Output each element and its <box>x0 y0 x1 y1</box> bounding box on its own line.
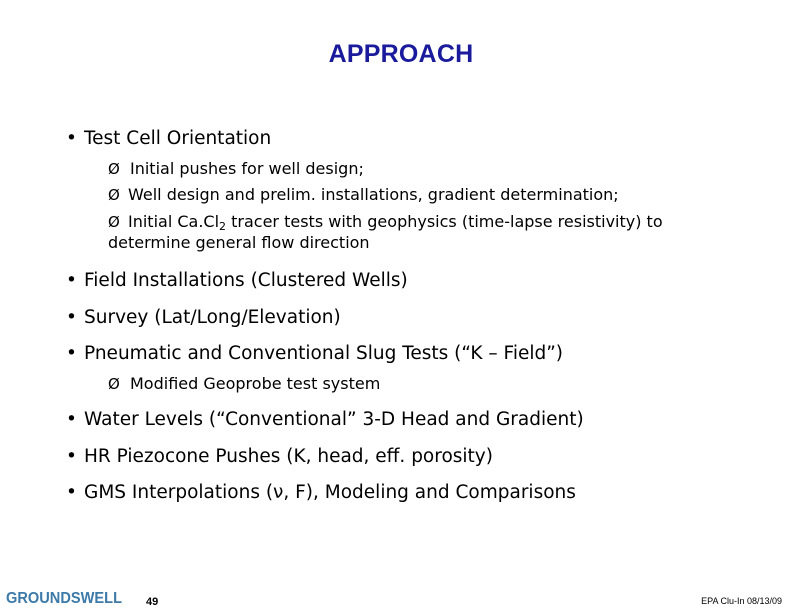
groundswell-logo <box>6 584 124 608</box>
bullet-item <box>66 342 563 366</box>
sub-item <box>108 185 619 205</box>
bullet-glyph: • <box>66 446 77 467</box>
sub-item <box>108 212 663 232</box>
logo-text: GROUNDSWELL <box>6 590 122 607</box>
bullet-item <box>66 306 341 330</box>
bullet-text: Test Cell Orientation <box>84 128 272 149</box>
bullet-glyph: • <box>66 343 77 364</box>
sub-item <box>108 374 380 394</box>
bullet-glyph: • <box>66 270 77 291</box>
bullet-text: Water Levels (“Conventional” 3-D Head and Gradient) <box>84 409 584 430</box>
bullet-text: HR Piezocone Pushes (K, head, eff. porosity) <box>84 446 493 467</box>
bullet-item <box>66 445 493 469</box>
sub-item-continuation: determine general flow direction <box>108 233 370 252</box>
arrow-icon: Ø <box>108 375 120 393</box>
sub-item-text-part2: tracer tests with geophysics (time-lapse resistivity) to <box>226 212 663 231</box>
bullet-glyph: • <box>66 307 77 328</box>
bullet-item <box>66 269 408 293</box>
bullet-glyph: • <box>66 482 77 503</box>
subscript-two: 2 <box>219 220 227 233</box>
sub-item-text: Well design and prelim. installations, gradient determination; <box>128 185 619 204</box>
bullet-glyph: • <box>66 409 77 430</box>
footer-text: EPA Clu-In 08/13/09 <box>701 596 782 606</box>
arrow-icon: Ø <box>108 186 120 204</box>
bullet-text: Field Installations (Clustered Wells) <box>84 270 408 291</box>
arrow-icon: Ø <box>108 160 120 178</box>
page-number: 49 <box>146 596 159 608</box>
bullet-item <box>66 408 584 432</box>
sub-item-text-part1: Initial Ca.Cl <box>128 212 220 231</box>
bullet-glyph: • <box>66 128 77 149</box>
bullet-text: Pneumatic and Conventional Slug Tests (“K – Field”) <box>84 343 564 364</box>
sub-item-text: Modified Geoprobe test system <box>130 374 381 393</box>
bullet-text: GMS Interpolations (ν, F), Modeling and Comparisons <box>84 482 576 503</box>
bullet-item <box>66 127 271 151</box>
bullet-text: Survey (Lat/Long/Elevation) <box>84 307 341 328</box>
sub-item-text: Initial pushes for well design; <box>130 159 364 178</box>
slide-title: APPROACH <box>328 40 474 68</box>
bullet-item <box>66 481 576 505</box>
sub-item <box>108 159 364 179</box>
arrow-icon: Ø <box>108 213 120 231</box>
